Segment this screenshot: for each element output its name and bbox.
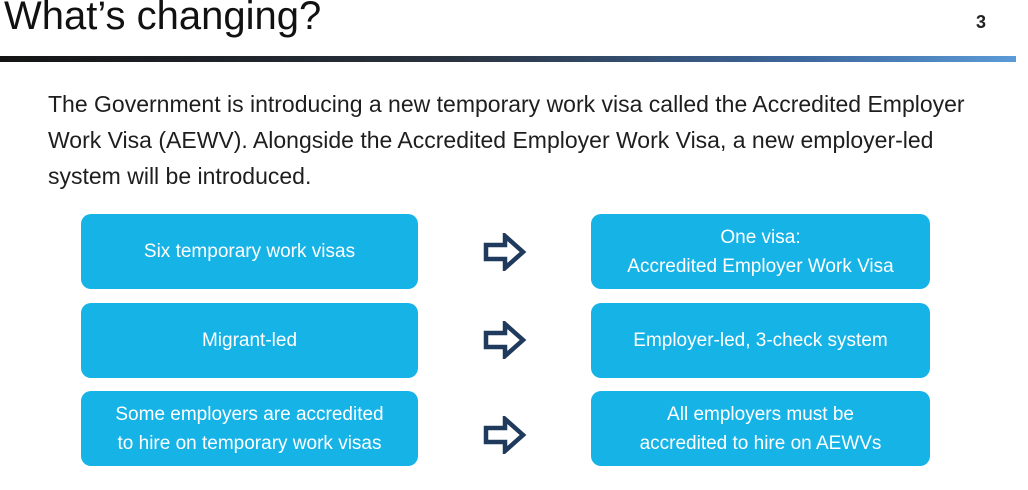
slide-title: What’s changing? [4,0,322,38]
right-arrow-icon [483,416,527,454]
before-box-1-line-1: Six temporary work visas [143,241,356,262]
before-box-1 [81,214,418,289]
after-box-2-line-1: Employer-led, 3-check system [633,330,888,351]
before-box-3-line-2: to hire on temporary work visas [117,432,382,454]
after-box-1-line-1: One visa: [720,226,801,248]
after-box-3 [591,391,930,466]
before-box-3 [81,391,418,466]
title-underline [0,56,1016,62]
after-box-1-line-2: Accredited Employer Work Visa [627,255,894,277]
right-arrow-icon [483,321,527,359]
right-arrow-icon [483,233,527,271]
after-box-2 [591,303,930,378]
before-box-2 [81,303,418,378]
before-box-2-line-1: Migrant-led [201,330,298,351]
after-box-1 [591,214,930,289]
intro-paragraph: The Government is introducing a new temporary work visa called the Accredited Employer Work Visa (AEWV). Alongside the Accredited Employer Work Visa, a new employer-led system will be introduced. [48,91,965,189]
after-box-3-line-1: All employers must be [667,403,854,425]
after-box-3-line-2: accredited to hire on AEWVs [639,432,882,454]
page-number: 3 [975,12,986,32]
before-box-3-line-1: Some employers are accredited [115,403,384,425]
